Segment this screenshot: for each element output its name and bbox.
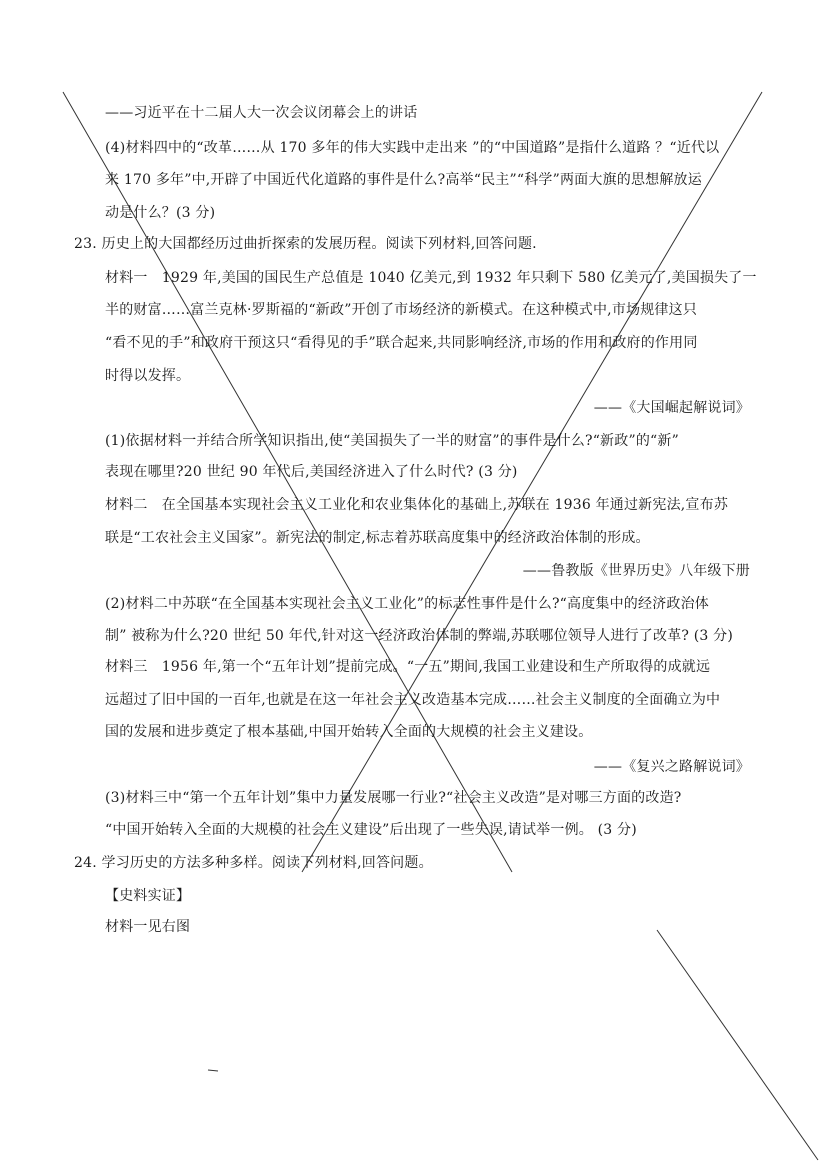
- material-1-line-2: 半的财富……富兰克林·罗斯福的“新政”开创了市场经济的新模式。在这种模式中,市场规律这只: [105, 302, 698, 318]
- material-1-line-4: 时得以发挥。: [105, 368, 191, 384]
- material-3-line-3: 国的发展和进步奠定了根本基础,中国开始转入全面的大规模的社会主义建设。: [105, 724, 593, 740]
- question-4-line-3: 动是什么？(3 分): [105, 205, 216, 221]
- small-dash-mark: [208, 1070, 218, 1071]
- question-23-3-line-1: (3)材料三中“第一个五年计划”集中力量发展哪一行业?“社会主义改造”是对哪三方面的改造?: [105, 790, 682, 806]
- section-heading-historical-evidence: 【史料实证】: [105, 888, 191, 904]
- question-24-heading: 24. 学习历史的方法多种多样。阅读下列材料,回答问题。: [74, 855, 433, 871]
- question-23-3-line-2: “中国开始转入全面的大规模的社会主义建设”后出现了一些失误,请试举一例。 (3 分): [105, 822, 637, 838]
- question-23-2-line-2: 制” 被称为什么?20 世纪 50 年代,针对这一经济政治体制的弊端,苏联哪位领导人进行了改革? (3 分): [105, 628, 734, 644]
- material-1-line-1: 材料一 1929 年,美国的国民生产总值是 1040 亿美元,到 1932 年只剩下 580 亿美元了,美国损失了一: [105, 270, 757, 286]
- question-23-2-line-1: (2)材料二中苏联“在全国基本实现社会主义工业化”的标志性事件是什么?“高度集中的经济政治体: [105, 596, 710, 612]
- material-3-source: ——《复兴之路解说词》: [593, 759, 750, 775]
- question-23-1-line-1: (1)依据材料一并结合所学知识指出,使“美国损失了一半的财富”的事件是什么?“新政”的“新”: [105, 433, 679, 449]
- material-2-line-1: 材料二 在全国基本实现社会主义工业化和农业集体化的基础上,苏联在 1936 年通过新宪法,宣布苏: [105, 497, 729, 513]
- question-4-line-1: (4)材料四中的“改革……从 170 多年的伟大实践中走出来 ”的“中国道路”是指什么道路 ？“近代以: [105, 140, 720, 156]
- question-4-line-2: 来 170 多年”中,开辟了中国近代化道路的事件是什么?高举“民主”“科学”两面大旗的思想解放运: [105, 172, 702, 188]
- material-1-source: ——《大国崛起解说词》: [593, 400, 750, 416]
- material-1-see-figure: 材料一见右图: [105, 919, 191, 935]
- material-1-line-3: “看不见的手”和政府干预这只“看得见的手”联合起来,共同影响经济,市场的作用和政府的作用同: [105, 335, 698, 351]
- material-2-line-2: 联是“工农社会主义国家”。新宪法的制定,标志着苏联高度集中的经济政治体制的形成。: [105, 530, 650, 546]
- material-3-line-1: 材料三 1956 年,第一个“五年计划”提前完成。“一五”期间,我国工业建设和生产所取得的成就远: [105, 659, 711, 675]
- material-3-line-2: 远超过了旧中国的一百年,也就是在这一年社会主义改造基本完成……社会主义制度的全面确立为中: [105, 692, 721, 708]
- question-23-1-line-2: 表现在哪里?20 世纪 90 年代后,美国经济进入了什么时代? (3 分): [105, 464, 518, 480]
- question-23-heading: 23. 历史上的大国都经历过曲折探索的发展历程。阅读下列材料,回答问题.: [74, 236, 537, 252]
- speech-source: ——习近平在十二届人大一次会议闭幕会上的讲话: [105, 105, 418, 121]
- material-2-source: ——鲁教版《世界历史》八年级下册: [522, 563, 750, 579]
- diagonal-stroke-right: [302, 92, 762, 872]
- diagonal-stroke-bottom-right: [657, 930, 818, 1160]
